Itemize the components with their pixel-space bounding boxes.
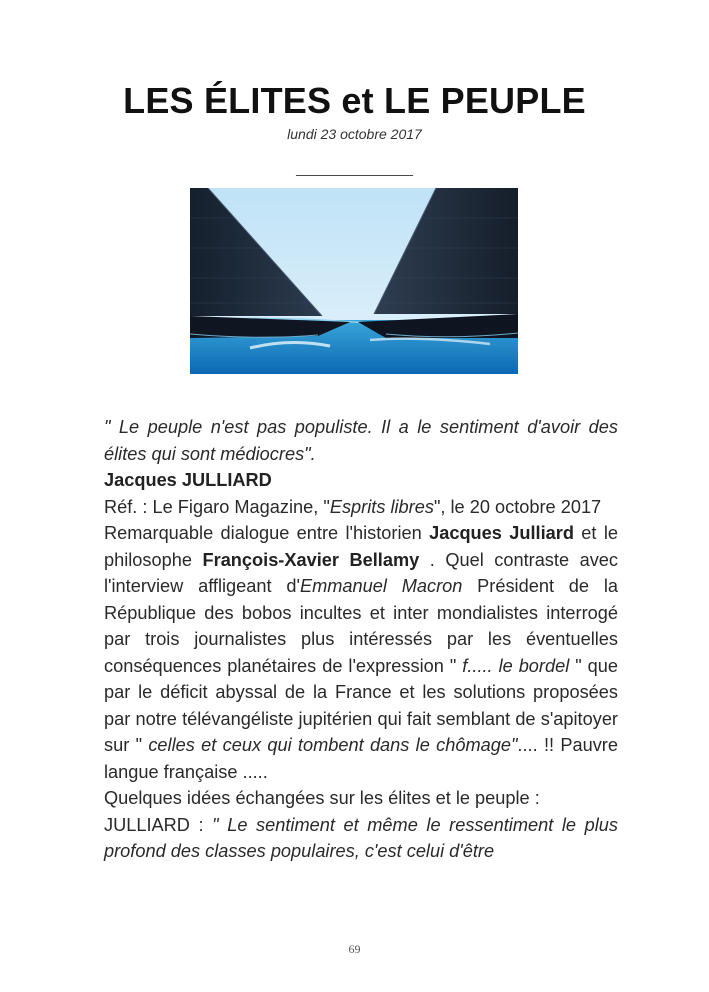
expression: f..... le bordel bbox=[456, 655, 576, 676]
main-paragraph: Remarquable dialogue entre l'historien Jacques Julliard et le philosophe François-Xavier Bellamy . Quel contraste avec l'interview affligeant d'Emmanuel Macron Président de la République des bobos incultes et inter mondialistes interrogé par trois journalistes plus intéressés par les éventuelles conséquences planétaires de l'expression " f..... le bordel " que par le déficit abyssal de la France et les solutions proposées par notre télévangéliste jupitérien qui fait semblant de s'apitoyer sur " celles et ceux qui tombent dans le chômage".... !! Pauvre langue française ..... bbox=[104, 523, 619, 782]
ideas-intro: Quelques idées échangées sur les élites et le peuple : bbox=[104, 788, 540, 808]
post-date: lundi 23 octobre 2017 bbox=[287, 126, 422, 142]
opening-quote: " Le peuple n'est pas populiste. Il a le sentiment d'avoir des élites qui sont médiocres". bbox=[104, 417, 618, 464]
reference-title: Esprits libres bbox=[329, 496, 434, 517]
name-julliard: Jacques Julliard bbox=[429, 523, 574, 543]
reference: Réf. : Le Figaro Magazine, "Esprits libres", le 20 octobre 2017 bbox=[104, 496, 602, 517]
quote-author: Jacques JULLIARD bbox=[104, 470, 272, 490]
page-number: 69 bbox=[348, 942, 361, 956]
chomage-quote: celles et ceux qui tombent dans le chômage" bbox=[142, 735, 518, 755]
sailboats-photo bbox=[190, 188, 518, 374]
name-bellamy: François-Xavier Bellamy bbox=[202, 549, 420, 570]
julliard-quote: JULLIARD : " Le sentiment et même le ressentiment le plus profond des classes populaires, c'est celui d'être bbox=[104, 814, 618, 861]
page-title: LES ÉLITES et LE PEUPLE bbox=[123, 80, 586, 121]
article-body bbox=[104, 414, 618, 865]
name-macron: Emmanuel Macron bbox=[299, 576, 463, 596]
separator-rule: _______________ bbox=[296, 160, 413, 176]
